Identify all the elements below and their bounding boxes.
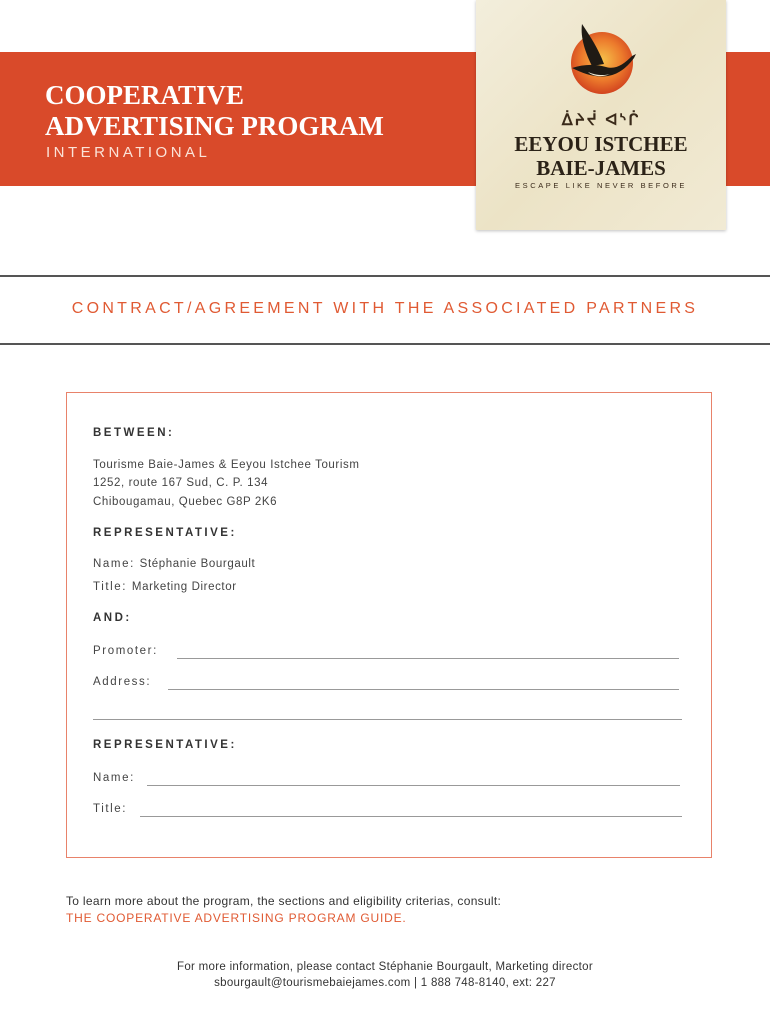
promoter-field[interactable] — [177, 658, 679, 659]
rep1-title-label: Title: — [93, 581, 128, 593]
representative-label-1: REPRESENTATIVE: — [93, 527, 237, 539]
rep2-name-field[interactable] — [147, 785, 680, 786]
learn-more-text: To learn more about the program, the sections and eligibility criterias, consult: — [66, 894, 502, 908]
contact-details[interactable]: sbourgault@tourismebaiejames.com | 1 888 748-8140, ext: 227 — [214, 977, 556, 989]
program-title-line1: COOPERATIVE — [45, 80, 245, 110]
org-city: Chibougamau, Quebec G8P 2K6 — [93, 496, 278, 508]
rep1-title-row — [93, 581, 237, 593]
eeyou-istchee-logo — [476, 0, 726, 230]
between-label: BETWEEN: — [93, 427, 175, 439]
logo-name — [476, 132, 726, 180]
divider-bottom — [0, 343, 770, 345]
address-field-line2[interactable] — [93, 719, 682, 720]
contact-info: For more information, please contact Stéphanie Bourgault, Marketing director — [177, 961, 593, 973]
rep2-title-field[interactable] — [140, 816, 682, 817]
logo-name-line1: EEYOU ISTCHEE — [514, 132, 688, 156]
org-name: Tourisme Baie-James & Eeyou Istchee Tourism — [93, 459, 360, 471]
rep1-title-value: Marketing Director — [131, 581, 237, 593]
rep2-name-label: Name: — [93, 772, 135, 784]
org-address: 1252, route 167 Sud, C. P. 134 — [93, 477, 269, 489]
logo-tagline: ESCAPE LIKE NEVER BEFORE — [514, 181, 688, 190]
logo-name-line2: BAIE-JAMES — [536, 156, 666, 180]
promoter-label: Promoter: — [93, 645, 158, 657]
goose-sun-icon — [562, 18, 642, 98]
and-label: AND: — [93, 612, 132, 624]
address-field[interactable] — [168, 689, 679, 690]
program-title-line2: ADVERTISING PROGRAM — [45, 111, 384, 141]
rep1-name-value: Stéphanie Bourgault — [139, 558, 256, 570]
rep1-name-row — [93, 558, 255, 570]
address-label: Address: — [93, 676, 152, 688]
representative-label-2: REPRESENTATIVE: — [93, 739, 237, 751]
logo-syllabics: ᐄᔨᔫ ᐊᔅᒌ — [561, 112, 641, 129]
page-heading: CONTRACT/AGREEMENT WITH THE ASSOCIATED PARTNERS — [71, 300, 699, 317]
rep2-title-label: Title: — [93, 803, 128, 815]
rep1-name-label: Name: — [93, 558, 135, 570]
program-subtitle: INTERNATIONAL — [46, 144, 211, 161]
program-title — [45, 80, 384, 142]
program-guide-link[interactable]: THE COOPERATIVE ADVERTISING PROGRAM GUIDE. — [66, 911, 407, 925]
divider-top — [0, 275, 770, 277]
